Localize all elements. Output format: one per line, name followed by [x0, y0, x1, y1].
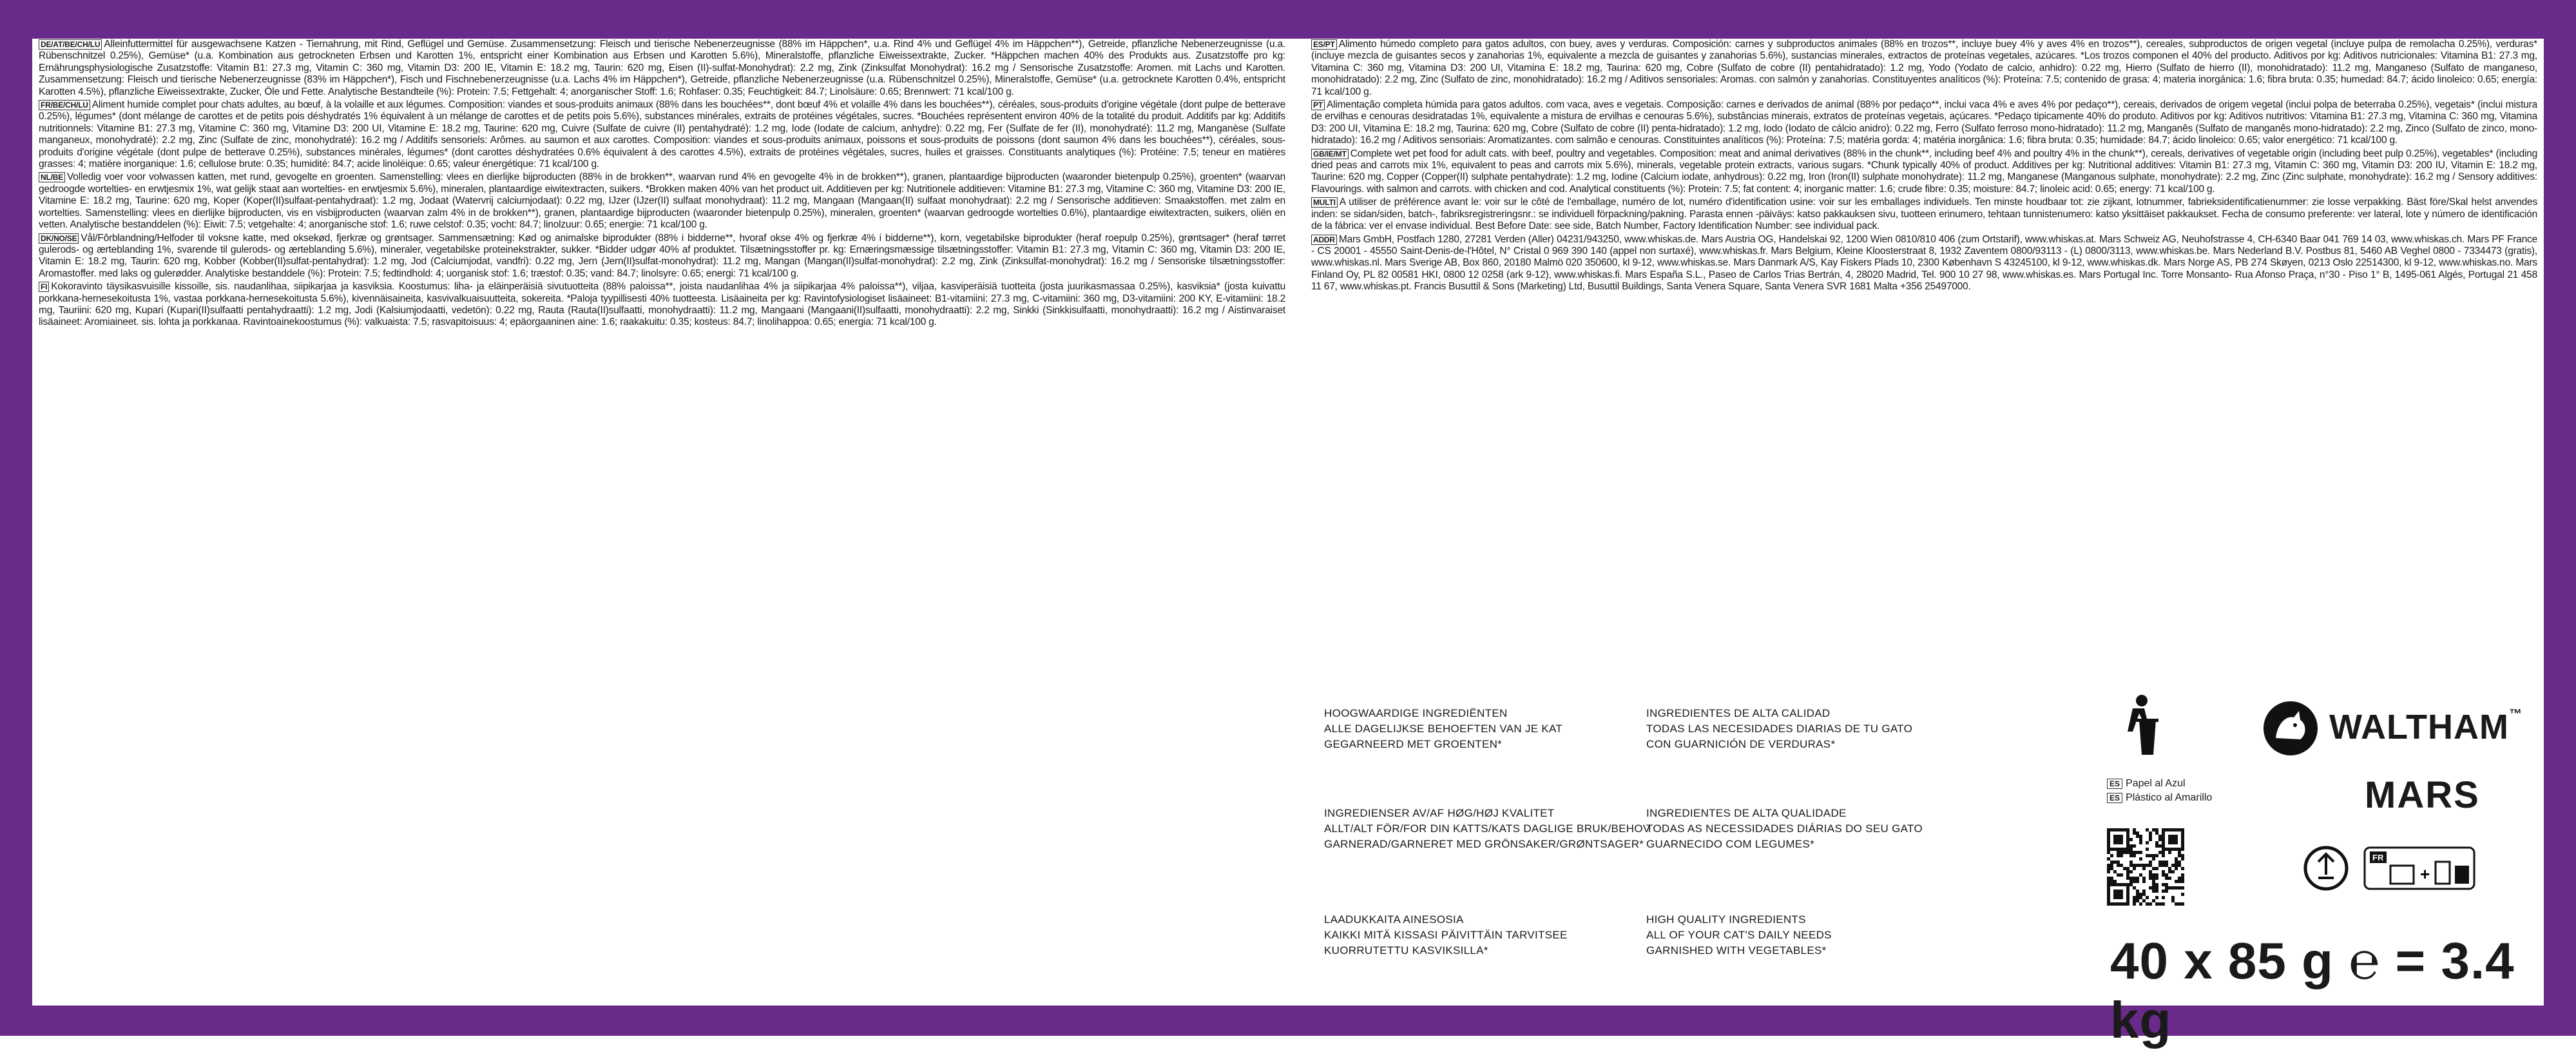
claim-line: TODAS AS NECESSIDADES DIÁRIAS DO SEU GATO: [1646, 822, 1923, 835]
claim-line: KUORRUTETTU KASVIKSILLA*: [1324, 944, 1488, 957]
claim-line: INGREDIENTES DE ALTA CALIDAD: [1646, 707, 1831, 719]
claim-line: GEGARNEERD MET GROENTEN*: [1324, 738, 1503, 750]
fr-badge: FR: [2372, 853, 2384, 862]
ingredients-pt-text: Alimentação completa húmida para gatos adultos. com vaca, aves e vegetais. Composição: carnes e derivados de animal (88% por pedaço**, inclui vaca 4% e aves 4% por pedaço**), cereais, derivados de origem vegetal (inclui polpa de beterraba 0.25%), vegetais* (inclui mistura de ervilhas e cenouras desidratadas 1%, equivalente a mistura de ervilhas e cenouras 5.6%), substâncias minerais, extratos de proteínas vegetais, açúcares. *Pedaço tipicamente 40% do produto. Aditivos por kg: Aditivos nutritivos: Vitamina B1: 27.3 mg, Vitamina C: 360 mg, Vitamina D3: 200 UI, Vitamina E: 18.2 mg, Taurina: 620 mg, Cobre (Sulfato de cobre (II) penta-hidratado): 1.2 mg, Iodo (Iodato de cálcio anidro): 0.22 mg, Ferro (Sulfato ferroso mono-hidratado): 11.2 mg, Manganês (Sulfato de manganês mono-hidratado): 2.2 mg, Zinco (Sulfato de zinco, mono-hidratado): 16.2 mg / Aditivos sensoriais: Aromatizantes. com salmão e cenouras. Constituintes analíticos (%): Proteína: 7.5; matéria gorda: 4; matéria inorgânica: 1.6; fibra bruta: 0.35; humidade: 84.7; ácido linoleico: 0.65; valor energético: 71 kcal/100 g.: [1311, 99, 2537, 146]
trademark-symbol: ™: [2508, 707, 2523, 721]
weight-units: 40 x 85 g: [2110, 932, 2334, 989]
left-ingredients-column: [32, 39, 1292, 1006]
claims-scand: [1324, 806, 1651, 852]
claims-area: [1305, 693, 2544, 1049]
lang-tag-fi: FI: [39, 282, 49, 292]
ingredients-nl: [32, 171, 1292, 231]
lang-tag-fr: FR/BE/CH/LU: [39, 100, 90, 110]
claims-pt: [1646, 806, 1923, 852]
ingredients-gb: [1305, 148, 2544, 196]
claim-line: ALL OF YOUR CAT'S DAILY NEEDS: [1646, 929, 1832, 941]
best-before-info: [1305, 197, 2544, 232]
recycling-instructions: [2107, 777, 2212, 805]
claim-line: KAIKKI MITÄ KISSASI PÄIVITTÄIN TARVITSEE: [1324, 929, 1568, 941]
claim-line: HOOGWAARDIGE INGREDIËNTEN: [1324, 707, 1508, 719]
label-panel: [32, 39, 2544, 1049]
claims-fi: [1324, 912, 1568, 958]
claim-line: GARNISHED WITH VEGETABLES*: [1646, 944, 1827, 957]
claims-es: [1646, 706, 1912, 752]
claim-line: ALLT/ALT FÖR/FOR DIN KATTS/KATS DAGLIGE BRUK/BEHOV: [1324, 822, 1651, 835]
ingredients-de-text: Alleinfuttermittel für ausgewachsene Katzen - Tiernahrung, mit Rind, Geflügel und Gemüse. Zusammensetzung: Fleisch und tierische Nebenerzeugnisse (88% im Häppchen*, u.a. Rind 4% und Geflügel 4% im Häppchen**), Getreide, pflanzliche Nebenerzeugnisse (u.a. Rübenschnitzel 0.25%), Gemüse* (u.a. Kombination aus getrockneten Erbsen und Karotten 1%, entspricht einer Kombination aus Erbsen und Karotten 5.6%), Mineralstoffe, pflanzliche Eiweissextrakte, Zucker. *Häppchen machen 40% des Produkts aus. Zusatzstoffe pro kg: Ernährungsphysiologische Zusatzstoffe: Vitamin B1: 27.3 mg, Vitamin C: 360 mg, Vitamin D3: 200 IE, Vitamin E: 18.2 mg, Taurin: 620 mg, Eisen (II)-sulfat-Monohydrat): 2.2 mg, Zink (Zinksulfat Monohydrat): 16.2 mg / Sensorische Zusatzstoffe: Aromen. mit Lachs und Karotten. Zusammensetzung: Fleisch und tierische Nebenerzeugnisse (83% im Häppchen*), Fisch und Fischnebenerzeugnisse (u.a. Lachs 4% im Häppchen*), Getreide, pflanzliche Nebenerzeugnisse (u.a. Rübenschnitzel 0.25%), Mineralstoffe, Gemüse* (u.a. getrocknete Karotten 0.4%, entspricht Karotten 4.5%), pflanzliche Eiweissextrakte, Zucker, Öle und Fette. Analytische Bestandteile (%): Protein: 7.5; Fettgehalt: 4; anorganischer Stoff: 1.6; Rohfaser: 0.35; Feuchtigkeit: 84.7; Linolsäure: 0.65; Brennwert: 71 kcal/100 g.: [39, 39, 1285, 97]
qr-code-icon: [2107, 828, 2184, 906]
waltham-cat-dog-icon: [2262, 699, 2320, 757]
ingredients-gb-text: Complete wet pet food for adult cats. with beef, poultry and vegetables. Composition: meat and animal derivatives (88% in the chunk**, including beef 4% and poultry 4% in the chunk**), cereals, derivatives of vegetable origin (including beet pulp 0.25%), vegetables* (including dried peas and carrots mix 1%, equivalent to peas and carrots mix 5.6%), minerals, vegetable protein extracts, various sugars. *Chunk typically 40% of product. Additives per kg: Nutritional additives: Vitamin B1: 27.3 mg, Vitamin C: 360 mg, Vitamin D3: 200 IU, Vitamin E: 18.2 mg, Taurine: 620 mg, Copper (Copper(II) sulphate pentahydrate): 1.2 mg, Iodine (Calcium iodate, anhydrous): 0.22 mg, Iron (Iron(II) sulphate monohydrate): 11.2 mg, Manganese (Manganous sulphate, monohydrate): 2.2 mg, Zinc (Zinc sulphate, monohydrate): 16.2 mg / Sensory additives: Flavourings. with salmon and carrots. with chicken and cod. Analytical constituents (%): Protein: 7.5; fat content: 4; inorganic matter: 1.6; crude fibre: 0.35; moisture: 84.7; linoleic acid: 0.65; energy: 71 kcal/100 g.: [1311, 148, 2537, 195]
triman-sorting-icon: [2300, 842, 2481, 894]
lang-tag-multi: MULTI: [1311, 197, 1338, 208]
ingredients-es-text: Alimento húmedo completo para gatos adultos, con buey, aves y verduras. Composición: carnes y subproductos animales (88% en trozos**, incluye buey 4% y aves 4% en trozos**), cereales, subproductos de origen vegetal (incluye pulpa de remolacha 0.25%), verduras* (incluye mezcla de guisantes secos y zanahorias 1%, equivalente a mezcla de guisantes y zanahorias 5.6%), sustancias minerales, extractos de proteínas vegetales, azúcares. *Los trozos componen el 40% del producto. Aditivos por kg: Aditivos nutricionales: Vitamina B1: 27.3 mg, Vitamina C: 360 mg, Vitamina D3: 200 UI, Vitamina E: 18.2 mg, Taurina: 620 mg, Cobre (Sulfato de cobre (II) pentahidratado): 1.2 mg, Yodo (Yodato de calcio, anhidro): 0.22 mg, Hierro (Sulfato de hierro (II), monohidratado): 11.2 mg, Manganeso (Sulfato de manganeso, monohidratado): 2.2 mg, Zinc (Sulfato de zinc, monohidratado): 16.2 mg / Aditivos sensoriales: Aromas. con salmón y zanahorias. Constituyentes analíticos (%): Proteína: 7.5; contenido de grasa: 4; materia inorgánica: 1.6; fibra bruta: 0.35; humedad: 84.7; ácido linoleico: 0.65; energía: 71 kcal/100 g.: [1311, 39, 2537, 97]
claim-line: TODAS LAS NECESIDADES DIARIAS DE TU GATO: [1646, 723, 1913, 735]
ingredients-de: [32, 39, 1292, 98]
ingredients-es: [1305, 39, 2544, 98]
lang-tag-gb: GB/IE/MT: [1311, 149, 1349, 159]
manufacturer-addresses: [1305, 234, 2544, 293]
claim-line: GUARNECIDO COM LEGUMES*: [1646, 838, 1814, 850]
lang-tag-recycle-1: ES: [2107, 779, 2122, 789]
waltham-logo-text: [2329, 707, 2523, 747]
claim-line: LAADUKKAITA AINESOSIA: [1324, 913, 1464, 926]
lang-tag-de: DE/AT/BE/CH/LU: [39, 39, 102, 50]
claims-nl: [1324, 706, 1562, 752]
estimated-sign-icon: ℮: [2349, 932, 2381, 989]
ingredients-fi-text: Kokoravinto täysikasvuisille kissoille, sis. naudanlihaa, siipikarjaa ja kasviksia. Koostumus: liha- ja eläinperäisiä sivutuotteita (88% paloissa**, joista naudanlihaa 4% ja siipikarjaa 4% paloissa**), viljaa, kasviperäisiä tuotteita (josta juurikasmassaa 0.25%), kasviksia* (josta kuivattu porkkana-hernesekoitusta 1%, vastaa porkkana-hernesekoitusta 5.6%), kivennäisaineita, kasvivalkuaisuutteita, sokereita. *Paloja tyypillisesti 40% tuotteesta. Lisäaineita per kg: Ravintofysiologiset lisäaineet: B1-vitamiini: 27.3 mg, C-vitamiini: 360 mg, D3-vitamiini: 200 KY, E-vitamiini: 18.2 mg, Tauriini: 620 mg, Kupari (Kupari(II)sulfaatti pentahydraatti): 1.2 mg, Jodi (Kalsiumjodaatti, vedetön): 0.22 mg, Rauta (Rauta(II)sulfaatti, monohydraatti): 11.2 mg, Mangaani (Mangaani(II)sulfaatti, monohydraatti): 2.2 mg, Sinkki (Sinkkisulfaatti, monohydraatti): 16.2 mg / Aistinvaraiset lisäaineet: Aromiaineet. sis. lohta ja porkkanaa. Ravintoainekoostumus (%): valkuaista: 7.5; rasvapitoisuus: 4; epäorgaaninen aine: 1.6; raakakuitu: 0.35; kosteus: 84.7; linolihappoa: 0.65; energia: 71 kcal/100 g.: [39, 281, 1285, 328]
lang-tag-es: ES/PT: [1311, 39, 1337, 50]
net-weight: [2110, 931, 2544, 1050]
recycling-plastic: Plástico al Amarillo: [2126, 792, 2213, 803]
claim-line: ALLE DAGELIJKSE BEHOEFTEN VAN JE KAT: [1324, 723, 1563, 735]
claim-line: CON GUARNICIÓN DE VERDURAS*: [1646, 738, 1836, 750]
weight-total: = 3.4 kg: [2110, 932, 2515, 1049]
lang-tag-recycle-2: ES: [2107, 793, 2122, 803]
best-before-text: A utiliser de préférence avant le: voir sur le côté de l'emballage, numéro de lot, numéro d'identification usine: voir sur les emballages individuels. Ten minste houdbaar tot: zie zijkant, lotnummer, fabrieksidentificatienummer: zie losse verpakking. Bäst före/Skal helst anvendes inden: se sidan/siden, batch-, fabriksregistreringsnr.: se individuell förpackning/pakning. Parasta ennen -päiväys: katso pakkauksen sivu, tuotteen erinumero, tehtaan tunnistenumero: katso yksittäiset pakkaukset. Fecha de consumo preferente: ver lateral, lote y número de identificación de la fábrica: ver el envase individual. Best Before Date: see side, Batch Number, Factory Identification Number: see individual pack.: [1311, 197, 2537, 232]
claim-line: HIGH QUALITY INGREDIENTS: [1646, 913, 1806, 926]
ingredients-dk: [32, 233, 1292, 280]
claim-line: INGREDIENSER AV/AF HØG/HØJ KVALITET: [1324, 807, 1555, 819]
claim-line: INGREDIENTES DE ALTA QUALIDADE: [1646, 807, 1847, 819]
mars-logo: MARS: [2365, 774, 2480, 816]
svg-text:+: +: [2420, 864, 2430, 884]
ingredients-nl-text: Volledig voer voor volwassen katten, met rund, gevogelte en groenten. Samenstelling: vlees en dierlijke bijproducten (88% in de brokken**, waarvan rund 4% en gevogelte 4% in de brokken**), granen, plantaardige bijproducten (waaronder bietenpulp 0.25%), groenten* (waarvan gedroogde wortelties- en erwtjesmix 1%, wat gelijk staat aan wortelties- en erwtjesmix 5.6%), mineralen, plantaardige eiwitextracten, suikers. *Brokken maken 40% van het product uit. Additieven per kg: Nutritionele additieven: Vitamine B1: 27.3 mg, Vitamine C: 360 mg, Vitamine D3: 200 IE, Vitamine E: 18.2 mg, Taurine: 620 mg, Koper (Koper(II)sulfaat-pentahydraat): 1.2 mg, Jodaat (Watervrij calciumjodaat): 0.22 mg, IJzer (IJzer(II) sulfaat monohydraat): 11.2 mg, Mangaan (Mangaan(II) sulfaat monohydraat): 2.2 mg / Sensorische additieven: Smaakstoffen. met zalm en wortelties. Samenstelling: vlees en dierlijke bijproducten, vis en visbijproducten (waarvan zalm 4% in de brokken**), granen, plantaardige bijproducten (waaronder bietenpulp 0.25%), mineralen, groenten* (waarvan gedroogde wortelties 0.6%), plantaardige eiwitextracten, suikers, oliën en vetten. Analytische bestanddelen (%): Eiwit: 7.5; vetgehalte: 4; anorganische stof: 1.6; ruwe celstof: 0.35; vocht: 84.7; linolzuur: 0.65; energie: 71 kcal/100 g.: [39, 171, 1285, 231]
recycling-paper: Papel al Azul: [2126, 778, 2186, 789]
ingredients-fr: [32, 99, 1292, 170]
lang-tag-nl: NL/BE: [39, 172, 65, 182]
ingredients-fi: [32, 281, 1292, 329]
ingredients-fr-text: Aliment humide complet pour chats adultes, au bœuf, à la volaille et aux légumes. Composition: viandes et sous-produits animaux (88% dans les bouchées**, dont bœuf 4% et volaille 4% dans les bouchées**), céréales, sous-produits d'origine végétale (dont pulpe de betterave 0.25%), légumes* (dont mélange de carottes et de petits pois déshydratés 1% équivalent à un mélange de carottes et de petits pois 5.6%), substances minérales, extraits de protéines végétales, sucres. *Bouchées représentent environ 40% de la totalité du produit. Additifs par kg: Additifs nutritionnels: Vitamine B1: 27.3 mg, Vitamine C: 360 mg, Vitamine D3: 200 UI, Vitamine E: 18.2 mg, Taurine: 620 mg, Cuivre (Sulfate de cuivre (II) pentahydraté): 1.2 mg, Iode (Iodate de calcium, anhydre): 0.22 mg, Fer (Sulfate de fer (II), monohydraté): 11.2 mg, Manganèse (Sulfate manganeux, monohydraté): 2.2 mg, Zinc (Sulfate de zinc, monohydraté): 16.2 mg / Additifs sensoriels: Arômes. au saumon et aux carottes. Composition: viandes et sous-produits animaux, poissons et sous-produits de poissons (dont saumon 4% dans les bouchées**), céréales, sous-produits d'origine végétale (dont pulpe de betterave 0.25%), substances minérales, légumes* (dont carottes déshydratées 0.6% équivalent à des carottes 4.5%), extraits de protéines végétales, sucres, huiles et graisses. Constituants analytiques (%): Protéine: 7.5; teneur en matières grasses: 4; matière inorganique: 1.6; cellulose brute: 0.35; humidité: 84.7; acide linoléique: 0.65; valeur énergétique: 71 kcal/100 g.: [39, 99, 1285, 170]
ingredients-pt: [1305, 99, 2544, 147]
ingredients-dk-text: Vål/Fôrblandning/Helfoder til voksne katte, med oksekød, fjerkræ og grøntsager. Sammensætning: Kød og animalske biprodukter (88% i bidderne**, hvoraf okse 4% og fjerkræ 4% i bidderne**), korn, vegetabilske biprodukter (heraf roepulp 0.25%), grøntsager* (heraf tørret gulerods- og ærteblanding 1%, svarende til gulerods- og ærteblanding 5.6%), mineraler, vegetabilske proteinekstrakter, sukker. *Bidder udgør 40% af produktet. Tilsætningsstoffer pr. kg: Ernæringsmæssige tilsætningsstoffer: Vitamin B1: 27.3 mg, Vitamin C: 360 mg, Vitamin D3: 200 IE, Vitamin E: 18.2 mg, Taurin: 620 mg, Kobber (Kobber(II)sulfat-pentahydrat): 1.2 mg, Jod (Calciumjodat, vandfri): 0.22 mg, Jern (Jern(II)sulfat-monohydrat): 11.2 mg, Mangan (Mangan(II)sulfat-monohydrat): 2.2 mg, Zink (Zinksulfat-monohydrat): 16.2 mg / Sensoriske tilsætningsstoffer: Aromastoffer. med laks og gulerødder. Analytiske bestanddele (%): Protein: 7.5; fedtindhold: 4; uorganisk stof: 1.6; træstof: 0.35; vand: 84.7; linolsyre: 0.65; energi: 71 kcal/100 g.: [39, 232, 1285, 279]
lang-tag-dk: DK/NO/SE: [39, 233, 79, 244]
recycle-bin-icon: [2113, 693, 2165, 757]
lang-tag-addr: ADDR: [1311, 235, 1337, 245]
claims-en: [1646, 912, 1832, 958]
waltham-word: WALTHAM: [2329, 708, 2509, 746]
addresses-text: Mars GmbH, Postfach 1280, 27281 Verden (Aller) 04231/943250, www.whiskas.de. Mars Austria OG, Handelskai 92, 1200 Wien 0810/810 406 (zum Ortstarif), www.whiskas.at. Mars Schweiz AG, Neuhofstrasse 4, CH-6340 Baar 041 769 14 03, www.whiskas.ch. Mars PF France - CS 20001 - 45550 Saint-Denis-de-l'Hôtel, N° Cristal 0 969 390 140 (appel non surtaxé), www.whiskas.fr. Mars Belgium, Kleine Kloosterstraat 8, 1932 Zaventem 0800/93113 - (L) 0800/3113, www.whiskas.be. Mars Nederland B.V. Postbus 81, 5460 AB Veghel 0800 - 7334473 (gratis), www.whiskas.nl. Mars Sverige AB, Box 860, 20180 Malmö 020 350600, kl 9-12, www.whiskas.se. Mars Danmark A/S, Kay Fiskers Plads 10, 2300 København S 43245100, kl 9-12, www.whiskas.dk. Mars Norge AS, PB 274 Skøyen, 0213 Oslo 22514300, kl 9-12, www.whiskas.no. Mars Finland Oy, PL 82 00581 HKI, 0800 12 0258 (ark 9-12), www.whiskas.fi. Mars España S.L., Paseo de Carlos Trias Bertrán, 4, 28020 Madrid, Tel. 900 10 27 98, www.whiskas.es. Mars Portugal Inc. Torre Monsanto- Rua Afonso Praça, n°30 - Piso 1° B, 1495-061 Algés, Portugal 21 458 11 67, www.whiskas.pt. Francis Busuttil & Sons (Marketing) Ltd, Busuttil Buildings, Santa Venera Square, Santa Venera SVR 1681 Malta +356 25497000.: [1311, 233, 2537, 293]
right-ingredients-column: [1305, 39, 2544, 683]
claim-line: GARNERAD/GARNERET MED GRÖNSAKER/GRØNTSAGER*: [1324, 838, 1644, 850]
lang-tag-pt: PT: [1311, 100, 1325, 110]
